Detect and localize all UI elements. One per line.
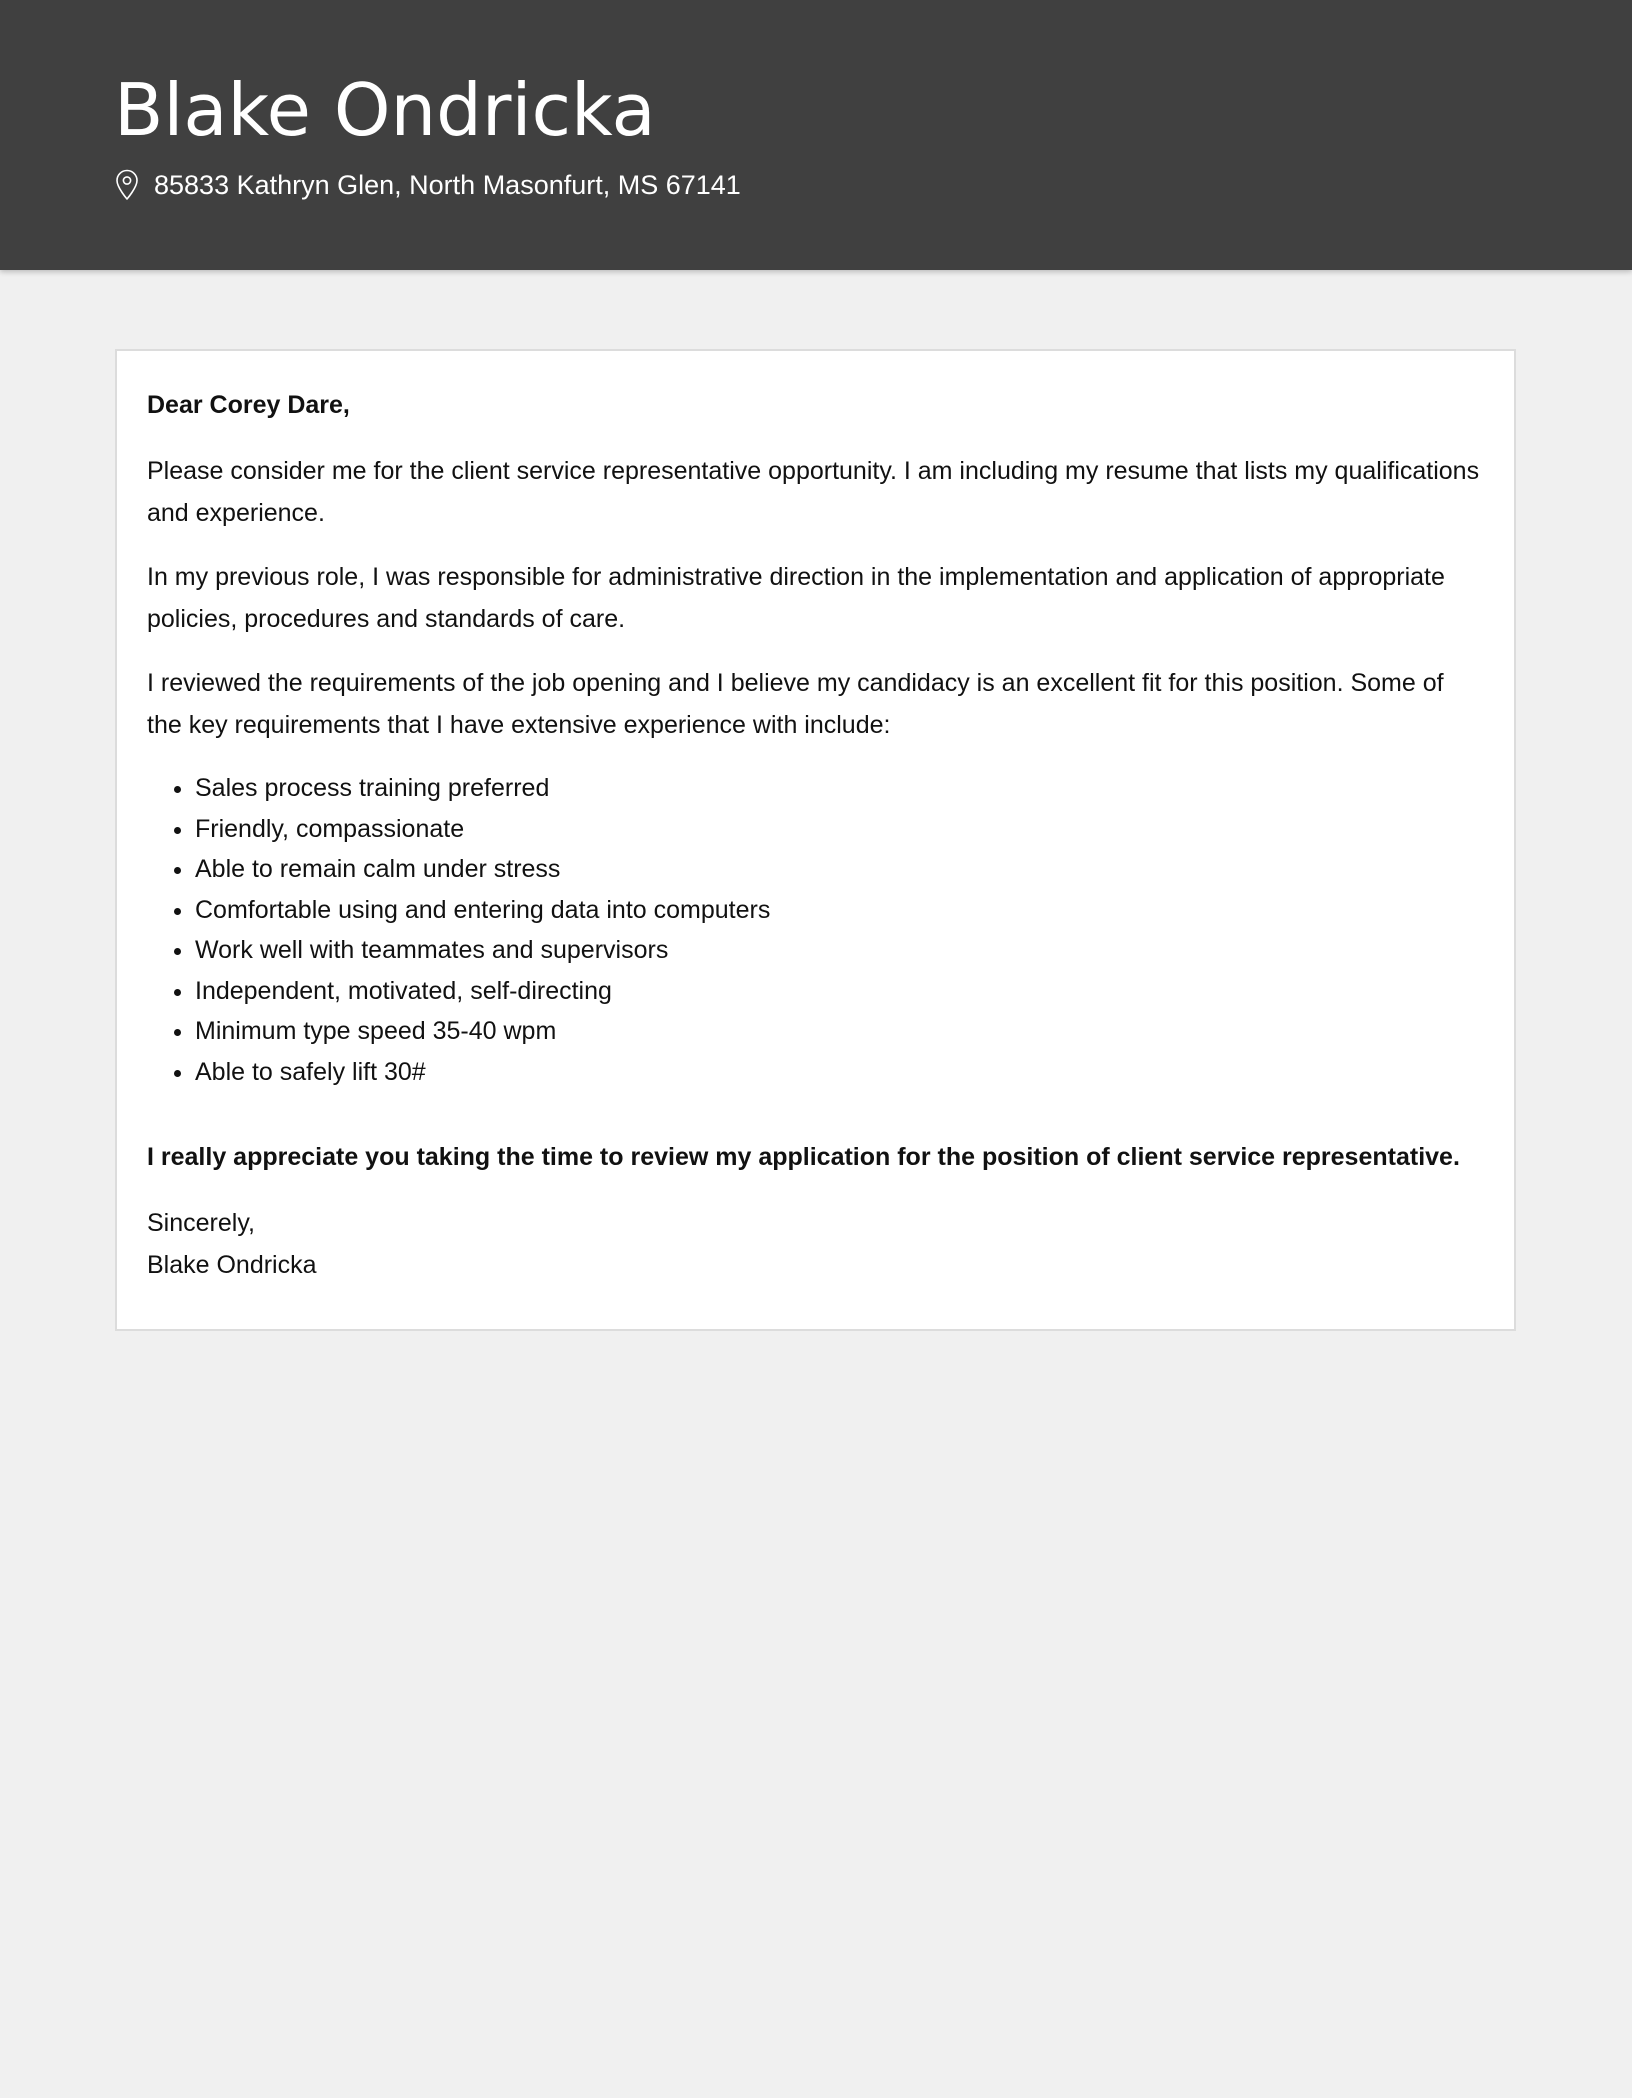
list-item: • Able to remain calm under stress [195, 849, 1484, 890]
address-row [114, 164, 741, 206]
list-item: • Minimum type speed 35-40 wpm [195, 1011, 1484, 1052]
page-header [0, 0, 1632, 270]
list-item: • Work well with teammates and supervisors [195, 930, 1484, 971]
sign-off: Sincerely, [147, 1209, 255, 1237]
applicant-name: Blake Ondricka [114, 68, 656, 152]
requirements-intro-paragraph: I reviewed the requirements of the job opening and I believe my candidacy is an excellent fit for this position. Some of the key requirements that I have extensive experience with include: [147, 669, 1444, 739]
signature: Blake Ondricka [147, 1251, 317, 1279]
list-item: • Friendly, compassionate [195, 809, 1484, 850]
cover-letter-card [115, 349, 1516, 1331]
map-pin-icon [114, 169, 140, 201]
intro-paragraph: Please consider me for the client service representative opportunity. I am including my resume that lists my qualifications and experience. [147, 457, 1480, 527]
list-item: • Able to safely lift 30# [195, 1052, 1484, 1093]
list-item: • Sales process training preferred [195, 768, 1484, 809]
closing-statement: I really appreciate you taking the time to review my application for the position of client service representative. [147, 1143, 1460, 1171]
applicant-address: 85833 Kathryn Glen, North Masonfurt, MS 67141 [154, 170, 741, 200]
experience-paragraph: In my previous role, I was responsible for administrative direction in the implementation and application of appropriate policies, procedures and standards of care. [147, 563, 1445, 633]
list-item: • Independent, motivated, self-directing [195, 971, 1484, 1012]
requirements-list [147, 768, 1484, 1092]
list-item: • Comfortable using and entering data into computers [195, 890, 1484, 931]
salutation: Dear Corey Dare, [147, 391, 350, 419]
